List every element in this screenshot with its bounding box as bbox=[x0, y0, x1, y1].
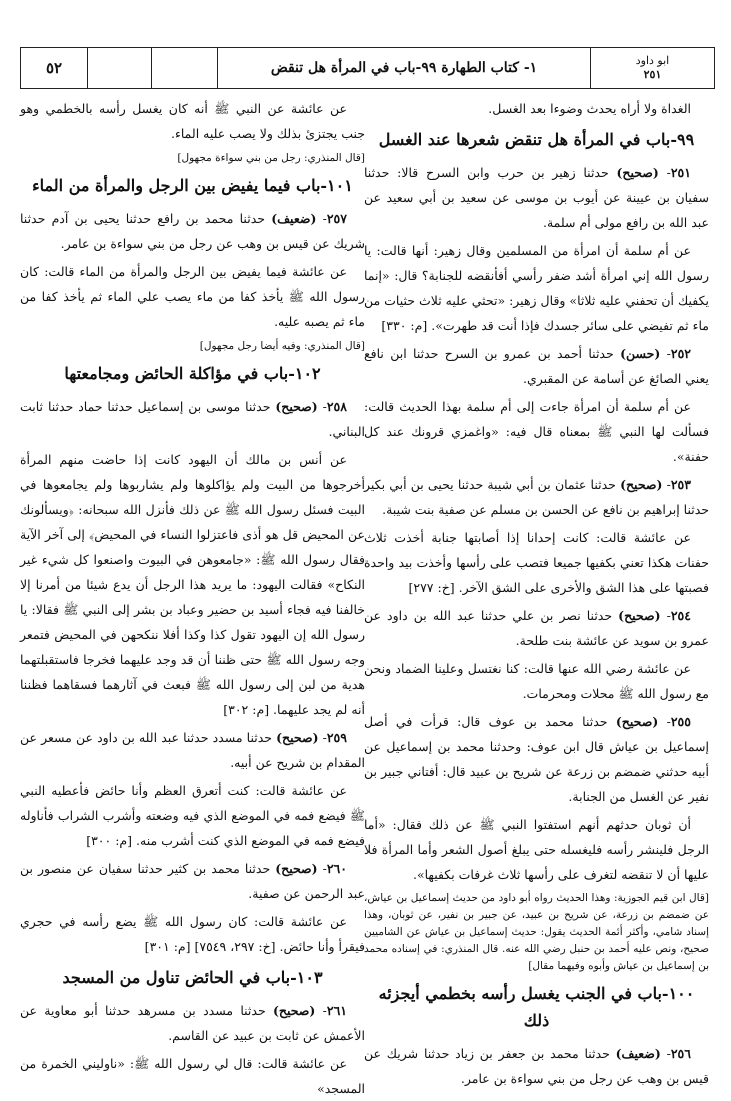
hadith-isnad: حدثنا زهير بن حرب وابن السرح قالا: حدثنا سفيان بن عيينة عن أيوب بن موسى عن سعيد بن أبي سعيد عن عبد الله بن رافع مولى أم سلمة. bbox=[364, 165, 709, 230]
chapter-heading: ١٠٢-باب في مؤاكلة الحائض ومجامعتها bbox=[64, 364, 321, 383]
header-book-info bbox=[590, 48, 714, 88]
hadith-grade: (صحيح) bbox=[616, 165, 659, 180]
header-chapter-title: ١- كتاب الطهارة ٩٩-باب في المرأة هل تنقض bbox=[217, 48, 590, 88]
hadith-entry: ٢٥٩- (صحيح) حدثنا مسدد حدثنا عبد الله بن داود عن مسعر عن المقدام بن شريح عن أبيه. bbox=[20, 730, 365, 770]
footnote: [قال المنذري: رجل من بني سواءة مجهول] bbox=[177, 152, 365, 164]
hadith-text: عن أم سلمة أن امرأة من المسلمين وقال زهير: أنها قالت: يا رسول الله إني امرأة أشد ضفر رأسي أفأنقضه للجنابة؟ قال: «إنما يكفيك أن تحفني عليه ثلاثا» وقال زهير: «تحثي عليه ثلاث حثيات من ماء ثم تفيضي على سائر جسدك فإذا أنت قد طهرت». [م: ٣٣٠] bbox=[363, 243, 709, 333]
hadith-number: ٢٥٢ bbox=[670, 346, 692, 361]
hadith-grade: (صحيح) bbox=[276, 730, 319, 745]
hadith-text: الغداة ولا أراه يحدث وضوءا بعد الغسل. bbox=[488, 101, 691, 116]
hadith-number: ٢٥٥ bbox=[670, 714, 691, 729]
hadith-grade: (صحيح) bbox=[275, 861, 318, 876]
hadith-number: ٢٥٧ bbox=[326, 211, 347, 226]
hadith-isnad: حدثنا نصر بن علي حدثنا عبد الله بن داود عن عمرو بن سويد عن عائشة بنت طلحة. bbox=[364, 608, 709, 648]
hadith-text: عن عائشة رضي الله عنها قالت: كنا نغتسل وعلينا الضماد ونحن مع رسول الله ﷺ محلات ومحرمات. bbox=[364, 661, 709, 701]
chapter-heading: ١٠٠-باب في الجنب يغسل رأسه بخطمي أيجزئه ذلك bbox=[378, 984, 695, 1030]
chapter-heading: ٩٩-باب في المرأة هل تنقض شعرها عند الغسل bbox=[378, 130, 695, 149]
hadith-number: ٢٥١ bbox=[670, 165, 691, 180]
hadith-isnad: حدثنا محمد بن جعفر بن زياد حدثنا شريك عن قيس بن وهب عن رجل من بني سواءة بن عامر. bbox=[364, 1046, 709, 1086]
hadith-text: عن عائشة قالت: كان رسول الله ﷺ يضع رأسه في حجري فيقرأ وأنا حائض. [خ: ٢٩٧، ٧٥٤٩] [م: ٣٠١] bbox=[20, 914, 365, 954]
hadith-entry: ٢٥٨- (صحيح) حدثنا موسى بن إسماعيل حدثنا حماد حدثنا ثابت البناني. bbox=[20, 399, 365, 439]
header-hadith-range: ٢٥١ bbox=[643, 68, 662, 81]
hadith-grade: (صحيح) bbox=[272, 1003, 316, 1018]
hadith-number: ٢٥٩ bbox=[326, 730, 347, 745]
footnote: [قال ابن قيم الجوزية: وهذا الحديث رواه أبو داود من حديث إسماعيل بن عياش، عن ضمضم بن زرعة، عن شريح بن عبيد، عن جبير بن نفير، عن ثوبان، وهذا إسناد شامي، وأكثر أئمة الحديث يقول: حديث إسماعيل بن عياش عن الشاميين صحيح، ونص عليه أحمد بن حنبل رضي الله عنه. قال المنذري: في إسناده محمد بن إسماعيل بن عياش وأبوه وفيهما مقال] bbox=[364, 892, 709, 972]
hadith-text: عن عائشة قالت: كنت أتعرق العظم وأنا حائض فأعطيه النبي ﷺ فيضع فمه في الموضع الذي فيه وضعته وأشرب الشراب فأناوله فيضع فمه في الموضع الذي كنت أشرب منه. [م: ٣٠٠] bbox=[20, 783, 365, 848]
left-column bbox=[20, 96, 365, 1096]
hadith-grade: (صحيح) bbox=[615, 714, 659, 729]
hadith-grade: (ضعيف) bbox=[271, 211, 317, 226]
hadith-entry: ٢٥٦- (ضعيف) حدثنا محمد بن جعفر بن زياد حدثنا شريك عن قيس بن وهب عن رجل من بني سواءة بن عامر. bbox=[364, 1046, 709, 1086]
chapter-heading: ١٠١-باب فيما يفيض بين الرجل والمرأة من الماء bbox=[32, 176, 353, 195]
right-column bbox=[364, 96, 709, 1086]
hadith-entry: ٢٦٠- (صحيح) حدثنا محمد بن كثير حدثنا سفيان عن منصور بن عبد الرحمن عن صفية. bbox=[20, 861, 365, 901]
hadith-text: عن أنس بن مالك أن اليهود كانت إذا حاضت منهم المرأة أخرجوها من البيت ولم يؤاكلوها ولم يشاربوها ولم يجامعوها في البيت فسئل رسول الله ﷺ عن ذلك فأنزل الله سبحانه: ﴿ويسألونك عن المحيض قل هو أذى فاعتزلوا النساء في المحيض﴾ إلى آخر الآية فقال رسول الله ﷺ: «جامعوهن في البيوت واصنعوا كل شيء غير النكاح» فقالت اليهود: ما يريد هذا الرجل أن يدع شيئا من أمرنا إلا خالفنا فيه فجاء أسيد بن حضير وعباد بن بشر إلى النبي ﷺ فقالا: يا رسول الله إن اليهود تقول كذا وكذا أفلا ننكحهن في المحيض فتمعر وجه رسول الله ﷺ حتى ظننا أن قد وجد عليهما فخرجا فاستقبلتهما هدية من لبن إلى رسول الله ﷺ فبعث في آثارهما فسقاهما فظننا أنه لم يجد عليهما. [م: ٣٠٢] bbox=[20, 452, 365, 717]
hadith-entry: ٢٥١- (صحيح) حدثنا زهير بن حرب وابن السرح قالا: حدثنا سفيان بن عيينة عن أيوب بن موسى عن سعيد بن أبي سعيد عن عبد الله بن رافع مولى أم سلمة. bbox=[364, 165, 709, 230]
hadith-entry: ٢٥٢- (حسن) حدثنا أحمد بن عمرو بن السرح حدثنا ابن نافع يعني الصائغ عن أسامة عن المقبري. bbox=[364, 346, 709, 386]
hadith-number: ٢٥٨ bbox=[326, 399, 347, 414]
hadith-text: عن أم سلمة أن امرأة جاءت إلى أم سلمة بهذا الحديث قالت: فسألت لها النبي ﷺ بمعناه قال فيه: «واغمزي قرونك عند كل حفنة». bbox=[364, 399, 709, 464]
hadith-entry: ٢٥٥- (صحيح) حدثنا محمد بن عوف قال: قرأت في أصل إسماعيل بن عياش قال ابن عوف: وحدثنا محمد بن إسماعيل عن أبيه حدثني ضمضم بن زرعة عن شريح بن عبيد قال: أفتاني جبير بن نفير عن الغسل من الجنابة. bbox=[364, 714, 709, 804]
hadith-grade: (صحيح) bbox=[620, 477, 663, 492]
hadith-grade: (صحيح) bbox=[275, 399, 318, 414]
hadith-number: ٢٥٣ bbox=[670, 477, 691, 492]
hadith-grade: (ضعيف) bbox=[615, 1046, 661, 1061]
hadith-number: ٢٦١ bbox=[326, 1003, 348, 1018]
hadith-isnad: حدثنا مسدد حدثنا عبد الله بن داود عن مسعر عن المقدام بن شريح عن أبيه. bbox=[20, 730, 365, 770]
page-header bbox=[20, 47, 715, 89]
hadith-isnad: حدثنا أحمد بن عمرو بن السرح حدثنا ابن نافع يعني الصائغ عن أسامة عن المقبري. bbox=[364, 346, 709, 386]
hadith-entry: ٢٥٤- (صحيح) حدثنا نصر بن علي حدثنا عبد الله بن داود عن عمرو بن سويد عن عائشة بنت طلحة. bbox=[364, 608, 709, 648]
hadith-number: ٢٥٦ bbox=[670, 1046, 691, 1061]
header-blank-cell bbox=[87, 48, 151, 88]
hadith-entry: ٢٥٧- (ضعيف) حدثنا محمد بن رافع حدثنا يحيى بن آدم حدثنا شريك عن قيس بن وهب عن رجل من بني سواءة بن عامر. bbox=[20, 211, 365, 251]
hadith-entry: ٢٥٣- (صحيح) حدثنا عثمان بن أبي شيبة حدثنا يحيى بن أبي بكير حدثنا إبراهيم بن نافع عن الحسن بن مسلم عن صفية بنت شيبة. bbox=[364, 477, 709, 517]
hadith-text: أن ثوبان حدثهم أنهم استفتوا النبي ﷺ عن ذلك فقال: «أما الرجل فلينشر رأسه فليغسله حتى يبلغ أصول الشعر وأما المرأة فلا عليها أن لا تنقضه لتغرف على رأسها ثلاث غرفات بكفيها». bbox=[364, 817, 709, 882]
hadith-number: ٢٦٠ bbox=[326, 861, 347, 876]
hadith-entry: ٢٦١- (صحيح) حدثنا مسدد بن مسرهد حدثنا أبو معاوية عن الأعمش عن ثابت بن عبيد عن القاسم. bbox=[20, 1003, 365, 1043]
hadith-isnad: حدثنا محمد بن كثير حدثنا سفيان عن منصور بن عبد الرحمن عن صفية. bbox=[20, 861, 365, 901]
hadith-grade: (حسن) bbox=[620, 346, 661, 361]
header-book-name: ابو داود bbox=[635, 54, 670, 67]
hadith-isnad: حدثنا محمد بن عوف قال: قرأت في أصل إسماعيل بن عياش قال ابن عوف: وحدثنا محمد بن إسماعيل عن أبيه حدثني ضمضم بن زرعة عن شريح بن عبيد قال: أفتاني جبير بن نفير عن الغسل من الجنابة. bbox=[364, 714, 709, 804]
hadith-isnad: حدثنا محمد بن رافع حدثنا يحيى بن آدم حدثنا شريك عن قيس بن وهب عن رجل من بني سواءة بن عامر. bbox=[20, 211, 365, 251]
hadith-text: عن عائشة عن النبي ﷺ أنه كان يغسل رأسه بالخطمي وهو جنب يجتزئ بذلك ولا يصب عليه الماء. bbox=[20, 101, 365, 141]
footnote: [قال المنذري: وفيه أيضا رجل مجهول] bbox=[199, 340, 365, 352]
hadith-isnad: حدثنا موسى بن إسماعيل حدثنا حماد حدثنا ثابت البناني. bbox=[20, 399, 365, 439]
hadith-grade: (صحيح) bbox=[618, 608, 661, 623]
hadith-text: عن عائشة قالت: قال لي رسول الله ﷺ: «ناوليني الخمرة من المسجد» bbox=[20, 1056, 365, 1096]
chapter-heading: ١٠٣-باب في الحائض تناول من المسجد bbox=[62, 968, 323, 987]
header-blank-cell bbox=[151, 48, 217, 88]
hadith-text: عن عائشة فيما يفيض بين الرجل والمرأة من الماء قالت: كان رسول الله ﷺ يأخذ كفا من ماء يصب علي الماء ثم يأخذ كفا من ماء ثم يصبه عليه. bbox=[20, 264, 365, 329]
hadith-isnad: حدثنا مسدد بن مسرهد حدثنا أبو معاوية عن الأعمش عن ثابت بن عبيد عن القاسم. bbox=[20, 1003, 365, 1043]
hadith-text: عن عائشة قالت: كانت إحدانا إذا أصابتها جنابة أخذت ثلاث حفنات هكذا تعني بكفيها جميعا فتصب على رأسها وأخذت بيد واحدة فصبتها على هذا الشق والأخرى على الشق الآخر. [خ: ٢٧٧] bbox=[364, 530, 709, 595]
page-number: ٥٢ bbox=[45, 59, 63, 77]
hadith-number: ٢٥٤ bbox=[670, 608, 691, 623]
hadith-isnad: حدثنا عثمان بن أبي شيبة حدثنا يحيى بن أبي بكير حدثنا إبراهيم بن نافع عن الحسن بن مسلم عن صفية بنت شيبة. bbox=[364, 477, 709, 517]
